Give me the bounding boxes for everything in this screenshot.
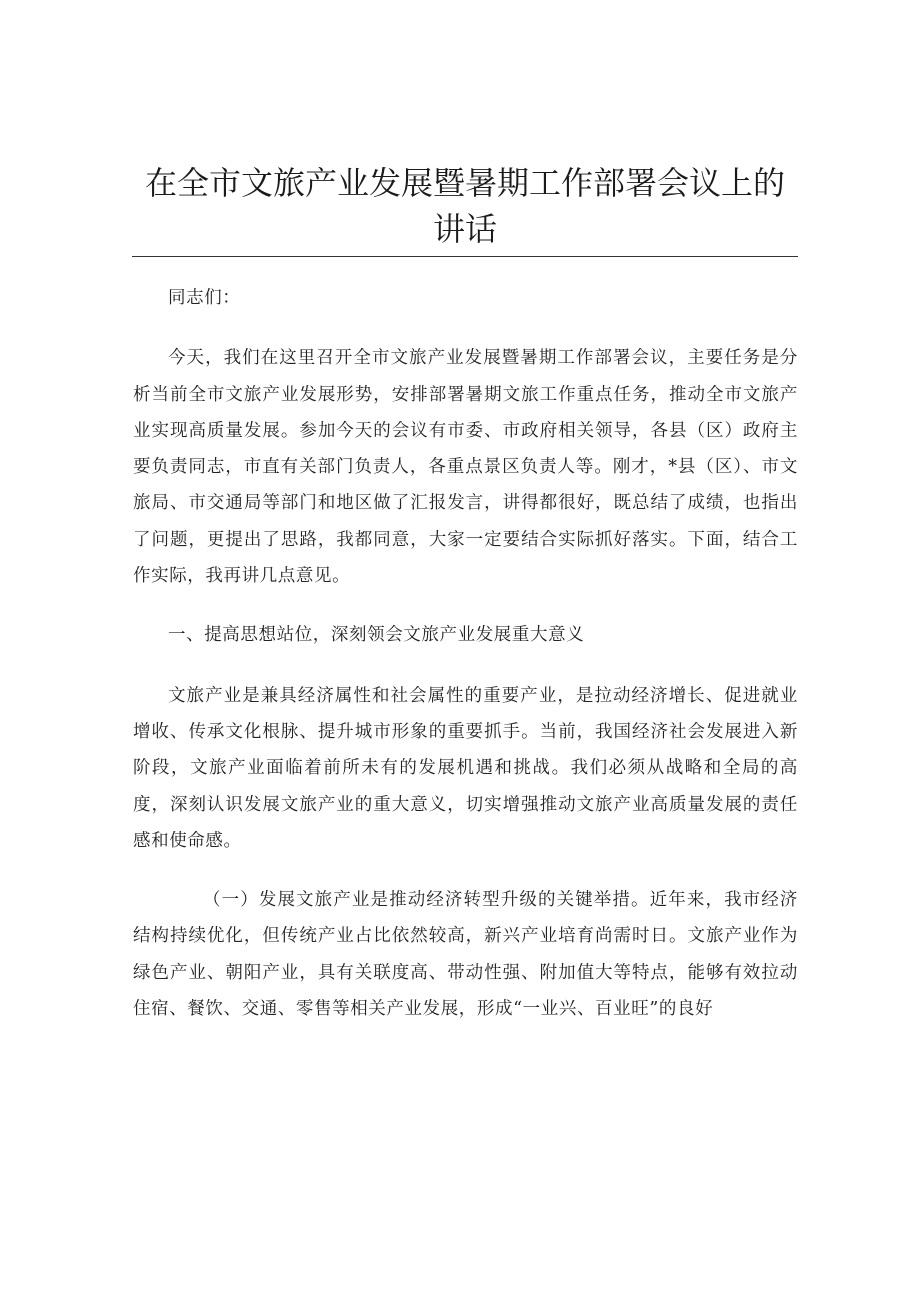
intro-paragraph: 今天，我们在这里召开全市文旅产业发展暨暑期工作部署会议，主要任务是分析当前全市文旅产业发展形势，安排部署暑期文旅工作重点任务，推动全市文旅产业实现高质量发展。参加今天的会议有市委、市政府相关领导，各县（区）政府主要负责同志，市直有关部门负责人，各重点景区负责人等。刚才，*县（区）、市文旅局、市交通局等部门和地区做了汇报发言，讲得都很好，既总结了成绩，也指出了问题，更提出了思路，我都同意，大家一定要结合实际抓好落实。下面，结合工作实际，我再讲几点意见。: [133, 348, 798, 587]
section-1-paragraph: 文旅产业是兼具经济属性和社会属性的重要产业，是拉动经济增长、促进就业增收、传承文化根脉、提升城市形象的重要抓手。当前，我国经济社会发展进入新阶段，文旅产业面临着前所未有的发展机遇和挑战。我们必须从战略和全局的高度，深刻认识发展文旅产业的重大意义，切实增强推动文旅产业高质量发展的责任感和使命感。: [133, 685, 798, 851]
salutation: 同志们：: [168, 288, 241, 308]
title-block: [132, 160, 798, 257]
document-body: [133, 280, 798, 1050]
subpoint-1-paragraph: （一）发展文旅产业是推动经济转型升级的关键举措。近年来，我市经济结构持续优化，但传统产业占比依然较高，新兴产业培育尚需时日。文旅产业作为绿色产业、朝阳产业，具有关联度高、带动性强、附加值大等特点，能够有效拉动住宿、餐饮、交通、零售等相关产业发展，形成“一业兴、百业旺”的良好: [133, 890, 798, 1020]
section-heading-1: 一、提高思想站位，深刻领会文旅产业发展重大意义: [168, 625, 585, 646]
page-title: 在全市文旅产业发展暨暑期工作部署会议上的讲话: [144, 164, 785, 248]
